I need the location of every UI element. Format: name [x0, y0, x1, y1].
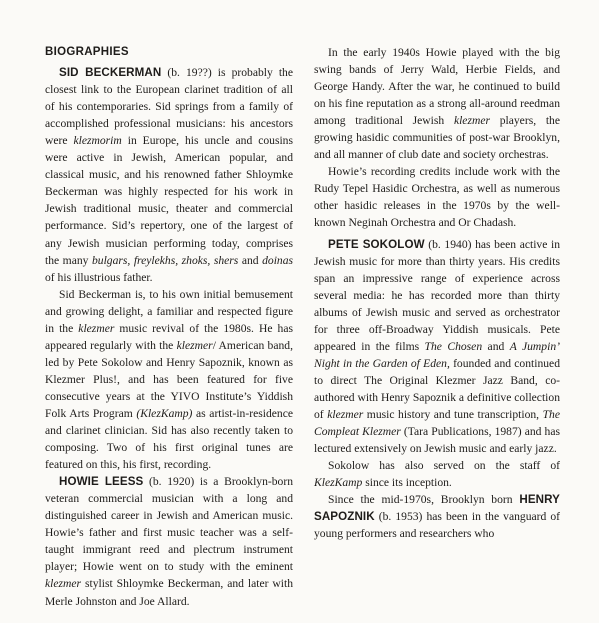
sid-bio-paragraph-1: SID BECKERMAN (b. 19??) is probably the closest link to the European clarinet tradition of all of his contemporaries. Sid springs from a family of accomplished professional musicians: his ancestors were klezmorim in Europe, his uncle and cousins were active in Jewish, American popular, and classical music, and his renowned father Shloymke Beckerman was highly respected for his work in Jewish traditional music, theater and commercial performance. Sid’s repertory, one of the largest of any Jewish musician performing today, comprises the many bulgars, freylekhs, zhoks, shers and doinas of his illustrious father. — [45, 66, 294, 284]
section-heading: BIOGRAPHIES — [45, 46, 129, 58]
howie-bio-paragraph-1: HOWIE LEESS (b. 1920) is a Brooklyn-born veteran commercial musician with a long and distinguished career in Jewish and American music. Howie’s father and first music teacher was a self-taught immigrant reed and plectrum instrument player; Howie went on to study with the eminent klezmer stylist Shloymke Beckerman, and later with Merle Johnston and Joe Allard. — [45, 475, 293, 608]
howie-bio-paragraph-2: In the early 1940s Howie played with the big swing bands of Jerry Wald, Herbie Fields, and George Handy. After the war, he continued to build on his fine reputation as a strong all-around reedman among traditional Jewish klezmer players, the growing hasidic communities of post-war Brooklyn, and all manner of club date and society orchestras. — [314, 46, 560, 162]
henry-name: HENRY SAPOZNIK — [314, 493, 560, 524]
sid-bio-paragraph-2: Sid Beckerman is, to his own initial bemusement and growing delight, a familiar and respected figure in the klezmer music revival of the 1980s. He has appeared regularly with the klezmer/ American band, led by Pete Sokolow and Henry Sapoznik, known as Klezmer Plus!, and has been featured for five consecutive years at the YIVO Institute’s Yiddish Folk Arts Program (KlezKamp) as artist-in-residence and clarinet clinician. Sid has also recently taken to composing. Two of his first original tunes are featured on this, his first, recording. — [45, 287, 293, 472]
howie-bio-paragraph-3: Howie’s recording credits include work with the Rudy Tepel Hasidic Orchestra, as well as numerous other hasidic releases in the 1970s by the well-known Neginah Orchestra and Or Chadash. — [314, 165, 560, 230]
howie-name: HOWIE LEESS — [59, 475, 144, 489]
pete-name: PETE SOKOLOW — [328, 237, 425, 251]
pete-bio-paragraph-1: PETE SOKOLOW (b. 1940) has been active in Jewish music for more than thirty years. His credits span an impressive range of experience across several media: he has recorded more than thirty albums of Jewish music and served as orchestrator for three off-Broadway Yiddish musicals. Pete appeared in the films The Chosen and A Jumpin’ Night in the Garden of Eden, founded and continued to direct The Original Klezmer Jazz Band, co-authored with Henry Sapoznik a definitive collection of klezmer music history and tune transcription, The Compleat Klezmer (Tara Publications, 1987) and has lectured extensively on Jewish music and early jazz. — [314, 237, 561, 456]
sid-name: SID BECKERMAN — [59, 66, 162, 80]
left-column — [45, 44, 293, 610]
right-column — [314, 44, 560, 542]
henry-bio-paragraph-1: Since the mid-1970s, Brooklyn born HENRY SAPOZNIK (b. 1953) has been in the vanguard of young performers and researchers who — [314, 493, 560, 541]
pete-bio-paragraph-2: Sokolow has also served on the staff of KlezKamp since its inception. — [314, 459, 560, 490]
